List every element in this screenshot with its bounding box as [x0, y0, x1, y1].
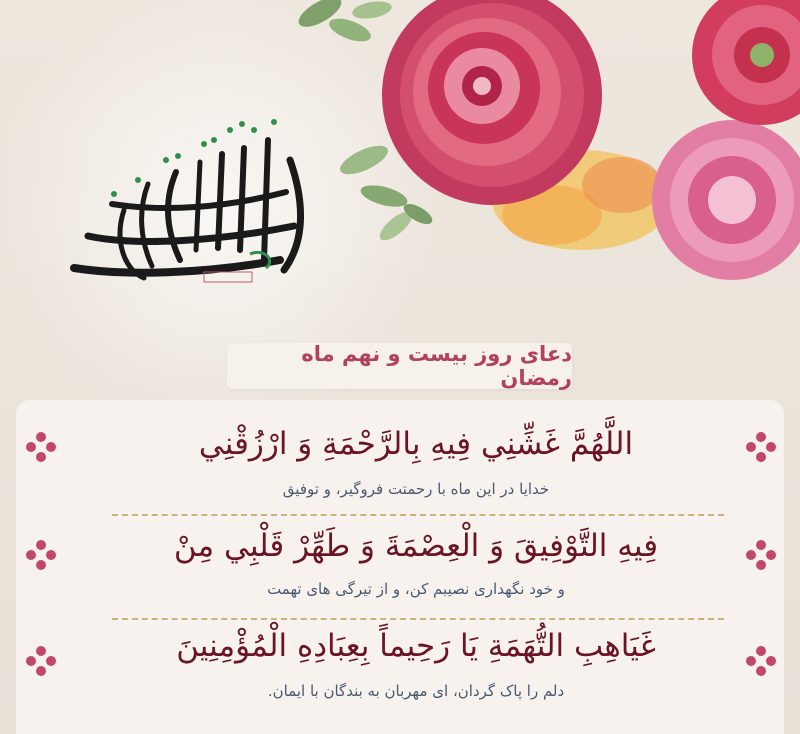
- prayer-text-card: [16, 400, 784, 734]
- green-diacritics: [111, 119, 277, 197]
- flower-ornament-icon: [744, 538, 778, 572]
- flower-ornament-icon: [24, 538, 58, 572]
- arabic-line-1: اللَّهُمَّ غَشِّنِي فِيهِ بِالرَّحْمَةِ وَ ارْزُقْنِي: [198, 426, 634, 462]
- persian-translation-2: و خود نگهداری نصیبم کن، و از تیرگی های تهمت: [267, 580, 565, 598]
- dashed-divider-2: [112, 618, 724, 620]
- flower-ornament-icon: [24, 430, 58, 464]
- arabic-line-2: فِيهِ التَّوْفِيقَ وَ الْعِصْمَةَ وَ طَهِّرْ قَلْبِي مِنْ: [173, 528, 659, 564]
- pink-flower: [652, 120, 800, 280]
- persian-translation-3: دلم را پاک گردان، ای مهربان به بندگان با ایمان.: [267, 682, 565, 700]
- arabic-line-3: غَيَاهِبِ التُّهَمَةِ يَا رَحِيماً بِعِبَادِهِ الْمُؤْمِنِينَ: [176, 628, 656, 664]
- flower-ornament-icon: [744, 430, 778, 464]
- calligraphy-emblem: [54, 100, 326, 300]
- title-banner: [227, 343, 572, 389]
- flower-ornament-icon: [744, 644, 778, 678]
- top-right-flower: [692, 0, 800, 125]
- flower-ornament-icon: [24, 644, 58, 678]
- floral-illustration: [292, 0, 800, 300]
- dashed-divider-1: [112, 514, 724, 516]
- persian-translation-1: خدایا در این ماه با رحمتت فروگیر، و توفیق: [282, 480, 550, 498]
- page-title: دعای روز بیست و نهم ماه رمضان: [301, 342, 572, 390]
